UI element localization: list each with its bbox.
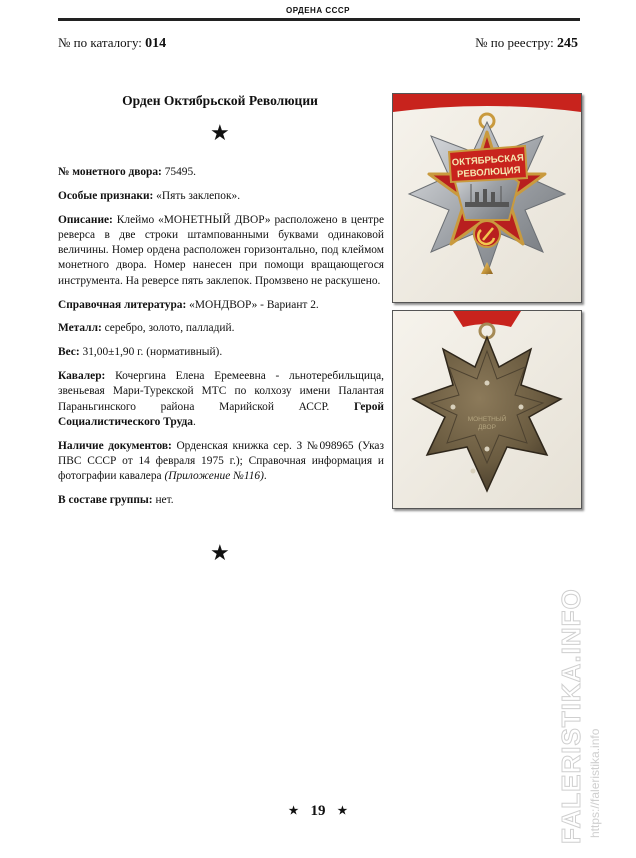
- entry-mint: № монетного двора: 75495.: [58, 166, 197, 178]
- watermark-main: FALERISTIKA.INFO: [556, 588, 586, 844]
- star-icon: ★: [337, 805, 348, 817]
- registry-value: 245: [557, 36, 578, 51]
- order-reverse-photo: [392, 310, 582, 509]
- page-number: 19: [310, 803, 326, 819]
- order-obverse-photo: [392, 93, 582, 303]
- watermark-url: https://faleristika.info: [588, 728, 602, 838]
- page-footer: [0, 803, 636, 820]
- entry-metal: Металл: серебро, золото, палладий.: [58, 322, 235, 335]
- entry-group: В составе группы: нет.: [58, 494, 174, 507]
- star-icon: ★: [210, 120, 230, 145]
- svg-text:ОКТЯБРЬСКАЯ: ОКТЯБРЬСКАЯ: [451, 152, 525, 169]
- svg-text:РЕВОЛЮЦИЯ: РЕВОЛЮЦИЯ: [456, 164, 521, 181]
- order-title: Орден Октябрьской Революции: [122, 93, 318, 108]
- order-reverse-illustration: [393, 311, 581, 508]
- mint-stamp-line1: МОНЕТНЫЙ: [467, 416, 507, 423]
- banner: [449, 146, 527, 182]
- star-icon: ★: [288, 805, 299, 817]
- catalog-number: [58, 35, 166, 52]
- header-rule: [58, 18, 580, 21]
- entry-features: Особые признаки: «Пять заклепок».: [58, 189, 241, 202]
- entry-documents: Наличие документов: Орденская книжка сер. З №098965 (Указ ПВС СССР от 14 февраля 1975 г.); Справочная информация и фотографии кавалера (Приложение №116).: [58, 439, 384, 483]
- order-obverse-illustration: [393, 94, 581, 302]
- registry-number: [475, 35, 578, 52]
- mint-stamp-line2: ДВОР: [478, 424, 496, 431]
- running-title: ОРДЕНА СССР: [285, 6, 351, 15]
- entry-literature: Справочная литература: «МОНДВОР» - Вариант 2.: [58, 298, 319, 311]
- description-column: [58, 165, 384, 517]
- star-icon: ★: [210, 540, 230, 565]
- entry-cavalier: Кавалер: Кочергина Елена Еремеевна - льнотеребильщица, звеньевая Мари-Турекской МТС по колхозу имени Палантая Параньгинского района Марийской АССР. Герой Социалистического Труда.: [58, 369, 384, 428]
- entry-description: Описание: Клеймо «МОНЕТНЫЙ ДВОР» расположено в центре реверса в две строки штампованными буквами одинаковой величины. Номер ордена расположен горизонтально, под клеймом монетного двора. Номер нанесен при помощи вращающегося инструмента. На реверсе пять заклепок. Промзвено не раскушено.: [58, 213, 384, 287]
- catalog-value: 014: [145, 36, 167, 51]
- entry-weight: Вес: 31,00±1,90 г. (нормативный).: [58, 346, 223, 359]
- catalog-label: № по каталогу:: [58, 35, 142, 50]
- registry-label: № по реестру:: [475, 35, 554, 50]
